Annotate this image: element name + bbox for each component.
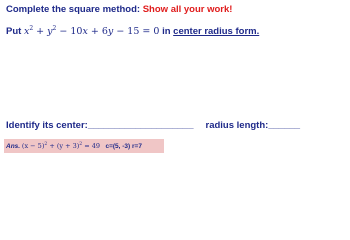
radius-label: radius length: — [205, 120, 269, 131]
instruction-line — [6, 4, 232, 15]
problem-line — [6, 26, 259, 37]
center-answer-blank[interactable]: ____________________ — [87, 120, 194, 131]
problem-prefix: Put — [6, 26, 22, 37]
center-radius-form-link[interactable]: center radius form. — [173, 26, 260, 37]
instruction-emphasis: Show all your work! — [142, 4, 233, 15]
answer-equation: $(x - 5)^2 + (y + 3)^2 = 49$ — [21, 141, 101, 150]
center-label: Identify its center: — [6, 120, 88, 131]
problem-equation: $x^2 + y^2 - 10x + 6y - 15 = 0$ — [23, 24, 160, 37]
instruction-text: Complete the square method: — [6, 4, 141, 15]
prompt-line — [6, 120, 300, 131]
answer-label: Ans. — [6, 143, 21, 150]
answer-result: c=(5, -3) r=7 — [105, 143, 142, 150]
answer-box — [4, 139, 164, 153]
radius-answer-blank[interactable]: ______ — [268, 120, 301, 131]
problem-middle: in — [162, 26, 171, 37]
